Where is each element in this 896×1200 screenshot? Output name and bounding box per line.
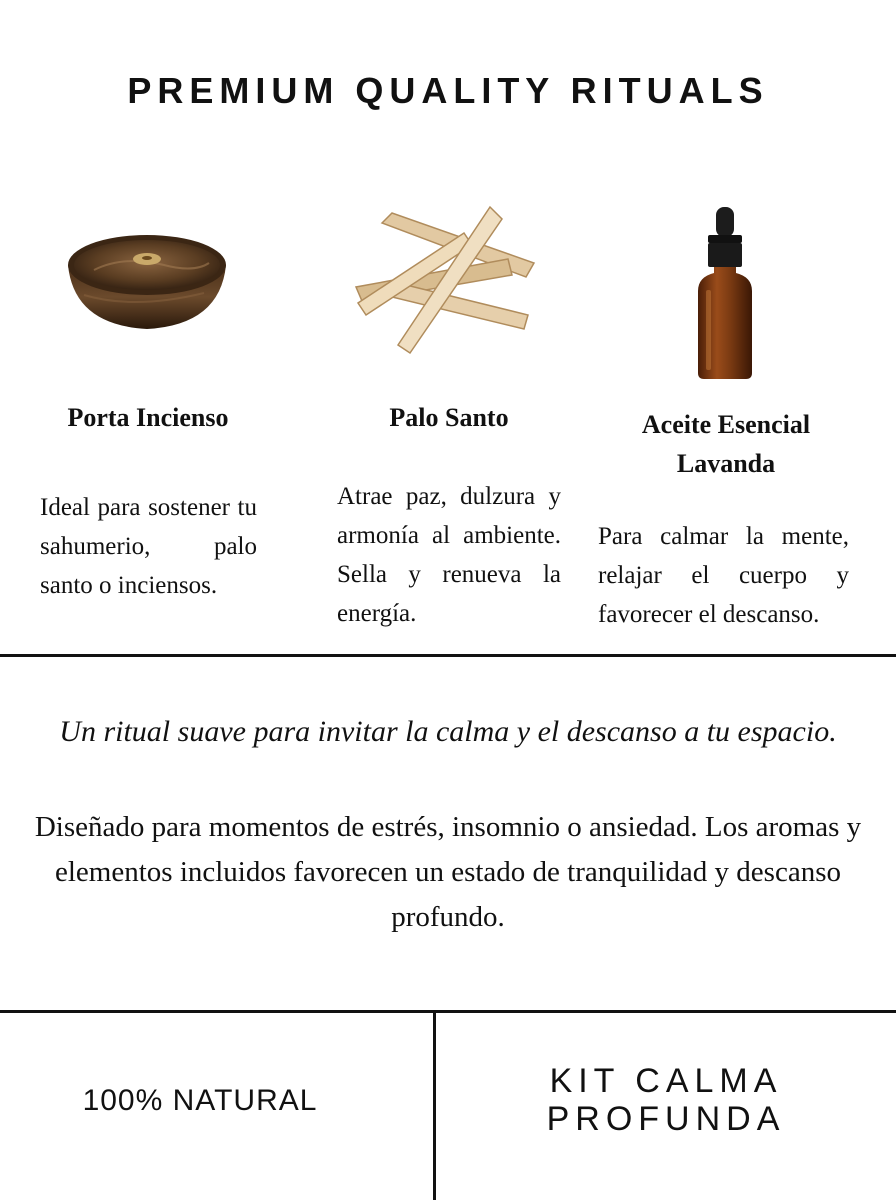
divider <box>0 1010 896 1013</box>
product-name-line: Lavanda <box>676 449 776 478</box>
product-description-aceite-esencial: Para calmar la mente, relajar el cuerpo y favorecer el descanso. <box>598 523 849 628</box>
product-name-porta-incienso: Porta Incienso <box>67 403 229 432</box>
product-name-aceite-esencial <box>596 405 856 483</box>
tagline: Un ritual suave para invitar la calma y el descanso a tu espacio. <box>59 715 837 748</box>
product-name-line: Aceite Esencial <box>641 410 811 439</box>
dropper-bottle-icon <box>694 205 756 380</box>
product-description-porta-incienso: Ideal para sostener tu sahumerio, palo santo o inciensos. <box>40 494 257 599</box>
palo-santo-sticks-icon <box>352 205 537 355</box>
natural-label: 100% NATURAL <box>82 1084 318 1117</box>
divider <box>0 654 896 657</box>
incense-bowl-icon <box>64 225 230 335</box>
product-name-palo-santo: Palo Santo <box>389 403 509 432</box>
description-paragraph: Diseñado para momentos de estrés, insomnio o ansiedad. Los aromas y elementos incluidos favorecen un estado de tranquilidad y descanso profundo. <box>34 811 862 933</box>
kit-name <box>436 1062 896 1138</box>
kit-name-line: KIT CALMA <box>549 1062 783 1100</box>
page-title: PREMIUM QUALITY RITUALS <box>127 70 769 111</box>
product-description-palo-santo: Atrae paz, dulzura y armonía al ambiente. Sella y renueva la energía. <box>337 483 561 627</box>
kit-name-line: PROFUNDA <box>546 1100 786 1138</box>
